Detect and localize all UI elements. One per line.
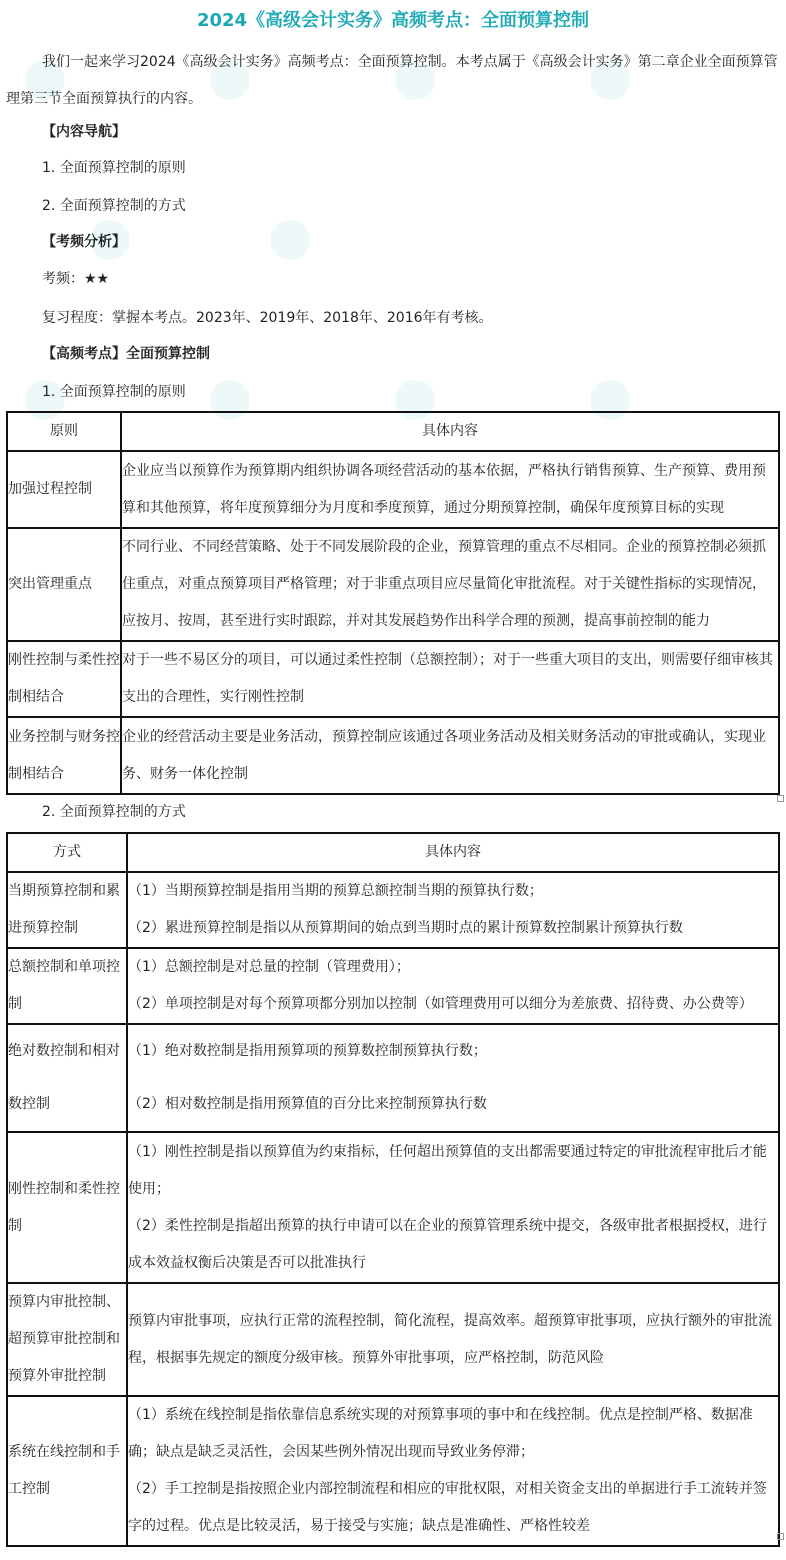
- table-row: [7, 1283, 779, 1396]
- content-paragraph: （1）绝对数控制是指用预算项的预算数控制预算执行数；: [128, 1043, 487, 1059]
- content-paragraph: （1）系统在线控制是指依靠信息系统实现的对预算事项的事中和在线控制。优点是控制严格、数据准确；缺点是缺乏灵活性，会因某些例外情况出现而导致业务停滞；: [128, 1407, 753, 1460]
- method-name: 当期预算控制和累进预算控制: [7, 872, 127, 948]
- methods-table: [6, 832, 780, 1547]
- method-name: 总额控制和单项控制: [7, 948, 127, 1024]
- content-paragraph: 预算内审批事项，应执行正常的流程控制，简化流程，提高效率。超预算审批事项，应执行额外的审批流程，根据事先规定的额度分级审核。预算外审批事项，应严格控制，防范风险: [128, 1312, 772, 1366]
- table-row: [7, 1024, 779, 1132]
- freq-rating: 考频：★★: [42, 271, 110, 287]
- section-heading: 2. 全面预算控制的方式: [42, 804, 186, 820]
- nav-heading: 【内容导航】: [42, 124, 126, 140]
- table-row: [7, 872, 779, 948]
- principle-name: 加强过程控制: [7, 451, 121, 528]
- table-row: [7, 717, 779, 794]
- principle-content: 对于一些不易区分的项目，可以通过柔性控制（总额控制）；对于一些重大项目的支出，则需要仔细审核其支出的合理性，实行刚性控制: [121, 641, 779, 717]
- table-row: [7, 1132, 779, 1283]
- table-row: [7, 528, 779, 641]
- content-paragraph: （2）相对数控制是指用预算值的百分比来控制预算执行数: [128, 1096, 487, 1112]
- review-level: 复习程度：掌握本考点。2023年、2019年、2018年、2016年有考核。: [42, 310, 493, 326]
- principle-name: 突出管理重点: [7, 528, 121, 641]
- principle-content: 企业的经营活动主要是业务活动，预算控制应该通过各项业务活动及相关财务活动的审批或确认，实现业务、财务一体化控制: [121, 717, 779, 794]
- header-cell: 方式: [7, 833, 127, 872]
- key-heading: 【高频考点】全面预算控制: [42, 346, 210, 362]
- table-header-row: [7, 833, 779, 872]
- page-title: 2024《高级会计实务》高频考点：全面预算控制: [196, 10, 590, 31]
- freq-heading: 【考频分析】: [42, 234, 126, 250]
- content-paragraph: （2）手工控制是指按照企业内部控制流程和相应的审批权限，对相关资金支出的单据进行手工流转并签字的过程。优点是比较灵活，易于接受与实施；缺点是准确性、严格性较差: [128, 1481, 767, 1534]
- method-name: 刚性控制和柔性控制: [7, 1132, 127, 1283]
- table-row: [7, 948, 779, 1024]
- principle-name: 刚性控制与柔性控制相结合: [7, 641, 121, 717]
- header-cell: 具体内容: [127, 833, 779, 872]
- content-paragraph: （2）柔性控制是指超出预算的执行申请可以在企业的预算管理系统中提交，各级审批者根据授权，进行成本效益权衡后决策是否可以批准执行: [128, 1217, 767, 1271]
- table-resize-handle: [777, 1533, 784, 1540]
- intro-paragraph: 我们一起来学习2024《高级会计实务》高频考点：全面预算控制。本考点属于《高级会计实务》第二章企业全面预算管理第三节全面预算执行的内容。: [6, 54, 778, 107]
- section-heading: 1. 全面预算控制的原则: [42, 384, 186, 400]
- method-content: [127, 948, 779, 1024]
- method-name: 绝对数控制和相对数控制: [7, 1024, 127, 1132]
- method-content: [127, 1283, 779, 1396]
- nav-item: 1. 全面预算控制的原则: [42, 160, 186, 176]
- method-name: 预算内审批控制、超预算审批控制和预算外审批控制: [7, 1283, 127, 1396]
- principles-table: [6, 411, 780, 795]
- table-row: [7, 1396, 779, 1546]
- method-content: [127, 1396, 779, 1546]
- nav-item: 2. 全面预算控制的方式: [42, 198, 186, 214]
- table-row: [7, 641, 779, 717]
- method-content: [127, 872, 779, 948]
- header-cell: 具体内容: [121, 412, 779, 451]
- content-paragraph: （1）当期预算控制是指用当期的预算总额控制当期的预算执行数；: [128, 883, 543, 899]
- method-content: [127, 1132, 779, 1283]
- content-paragraph: （2）累进预算控制是指以从预算期间的始点到当期时点的累计预算数控制累计预算执行数: [128, 920, 683, 936]
- principle-content: 不同行业、不同经营策略、处于不同发展阶段的企业，预算管理的重点不尽相同。企业的预算控制必须抓住重点，对重点预算项目严格管理；对于非重点项目应尽量简化审批流程。对于关键性指标的实现情况，应按月、按周，甚至进行实时跟踪，并对其发展趋势作出科学合理的预测，提高事前控制的能力: [121, 528, 779, 641]
- table-row: [7, 451, 779, 528]
- table-resize-handle: [777, 795, 784, 802]
- principle-name: 业务控制与财务控制相结合: [7, 717, 121, 794]
- table-header-row: [7, 412, 779, 451]
- method-content: [127, 1024, 779, 1132]
- header-cell: 原则: [7, 412, 121, 451]
- method-name: 系统在线控制和手工控制: [7, 1396, 127, 1546]
- content-paragraph: （1）刚性控制是指以预算值为约束指标，任何超出预算值的支出都需要通过特定的审批流程审批后才能使用；: [128, 1143, 767, 1197]
- content-paragraph: （1）总额控制是对总量的控制（管理费用）；: [128, 959, 410, 975]
- principle-content: 企业应当以预算作为预算期内组织协调各项经营活动的基本依据，严格执行销售预算、生产预算、费用预算和其他预算，将年度预算细分为月度和季度预算，通过分期预算控制，确保年度预算目标的实现: [121, 451, 779, 528]
- content-paragraph: （2）单项控制是对每个预算项都分别加以控制（如管理费用可以细分为差旅费、招待费、办公费等）: [128, 996, 753, 1012]
- watermark-logo: [270, 220, 310, 260]
